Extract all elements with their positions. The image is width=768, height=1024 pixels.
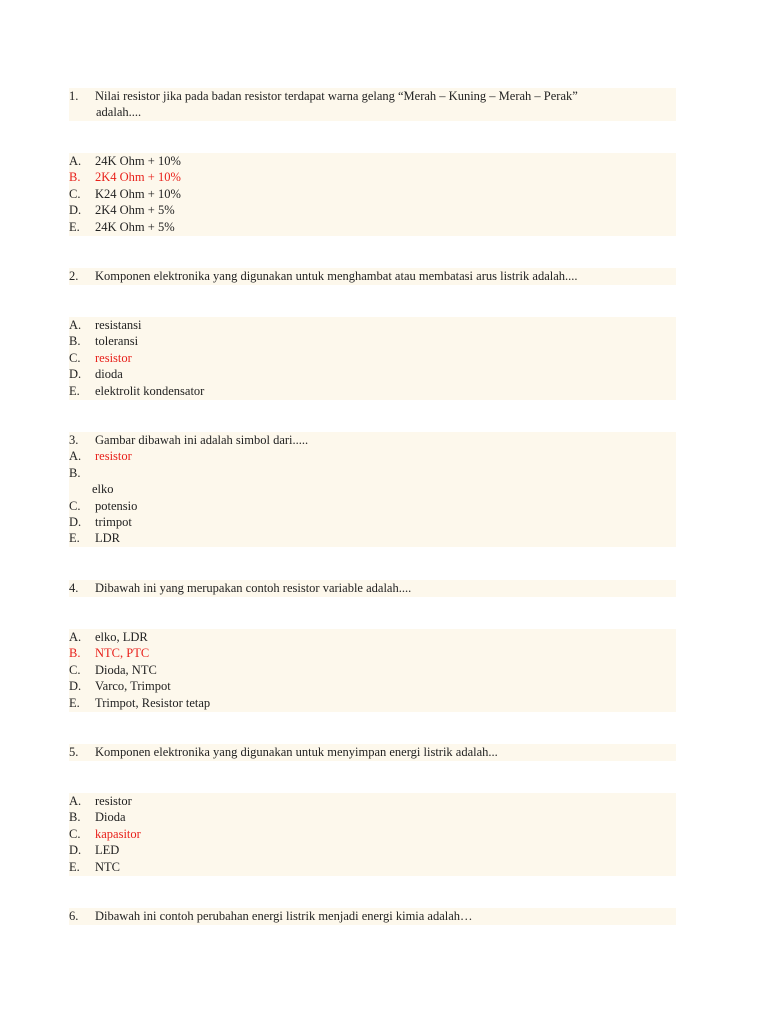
question-text: Dibawah ini contoh perubahan energi listrik menjadi energi kimia adalah… (95, 909, 473, 923)
question-3 (69, 432, 676, 547)
option-letter: C. (69, 826, 81, 841)
question-4 (69, 580, 676, 597)
question-number: 2. (69, 269, 79, 283)
option-letter: A. (69, 154, 82, 168)
option-text: 24K Ohm + 10% (95, 154, 181, 168)
option-letter: A. (69, 630, 82, 644)
option-text: Dioda (95, 810, 126, 825)
options-4 (69, 629, 676, 712)
option-text: K24 Ohm + 10% (95, 186, 181, 201)
question-text: Komponen elektronika yang digunakan untuk menyimpan energi listrik adalah... (95, 745, 498, 759)
option-letter: B. (69, 646, 81, 661)
question-number: 5. (69, 745, 79, 759)
option-text-correct: resistor (95, 350, 132, 365)
option-letter: B. (69, 170, 81, 185)
question-number: 6. (69, 909, 79, 923)
options-2 (69, 317, 676, 400)
option-text: Dioda, NTC (95, 662, 157, 677)
question-number: 1. (69, 89, 79, 103)
option-letter: D. (69, 203, 82, 218)
option-text: elko (92, 482, 114, 497)
options-1 (69, 153, 676, 236)
option-text: LED (95, 843, 120, 858)
question-text: Dibawah ini yang merupakan contoh resistor variable adalah.... (95, 581, 412, 595)
option-text: potensio (95, 498, 138, 513)
option-text: LDR (95, 531, 120, 546)
option-letter: A. (69, 318, 82, 332)
question-text: Gambar dibawah ini adalah simbol dari..... (95, 433, 309, 447)
option-letter: E. (69, 383, 80, 398)
question-6 (69, 908, 676, 925)
option-text: toleransi (95, 334, 139, 349)
option-text-correct: kapasitor (95, 826, 141, 841)
option-text: Varco, Trimpot (95, 679, 171, 694)
question-number: 3. (69, 433, 79, 447)
question-number: 4. (69, 581, 79, 595)
option-text: resistor (95, 794, 132, 808)
option-letter: A. (69, 449, 82, 464)
question-text: Nilai resistor jika pada badan resistor terdapat warna gelang “Merah – Kuning – Merah – Perak” (95, 89, 578, 103)
option-letter: A. (69, 794, 82, 808)
option-letter: C. (69, 186, 81, 201)
option-letter: C. (69, 662, 81, 677)
option-letter: E. (69, 531, 80, 546)
option-text-correct: 2K4 Ohm + 10% (95, 170, 181, 185)
option-letter: E. (69, 695, 80, 710)
option-letter: E. (69, 219, 80, 234)
option-text: trimpot (95, 515, 132, 529)
option-text: 2K4 Ohm + 5% (95, 203, 175, 218)
question-5 (69, 744, 676, 761)
option-letter: C. (69, 498, 81, 513)
option-text: 24K Ohm + 5% (95, 219, 175, 234)
question-2 (69, 268, 676, 285)
option-text: Trimpot, Resistor tetap (95, 695, 211, 710)
option-letter: B. (69, 334, 81, 349)
option-letter: D. (69, 515, 82, 529)
option-text: elko, LDR (95, 630, 148, 644)
option-letter: E. (69, 859, 80, 874)
options-5 (69, 793, 676, 876)
question-text: adalah.... (96, 105, 142, 120)
question-1 (69, 88, 676, 121)
option-text-correct: resistor (95, 449, 132, 464)
option-letter: D. (69, 843, 82, 858)
option-letter: B. (69, 465, 81, 480)
question-text: Komponen elektronika yang digunakan untuk menghambat atau membatasi arus listrik adalah.... (95, 269, 578, 283)
option-text: resistansi (95, 318, 142, 332)
option-text-correct: NTC, PTC (95, 646, 150, 661)
option-letter: D. (69, 367, 82, 382)
option-letter: B. (69, 810, 81, 825)
option-text: NTC (95, 859, 120, 874)
option-letter: D. (69, 679, 82, 694)
option-text: elektrolit kondensator (95, 383, 205, 398)
option-letter: C. (69, 350, 81, 365)
option-text: dioda (95, 367, 123, 382)
